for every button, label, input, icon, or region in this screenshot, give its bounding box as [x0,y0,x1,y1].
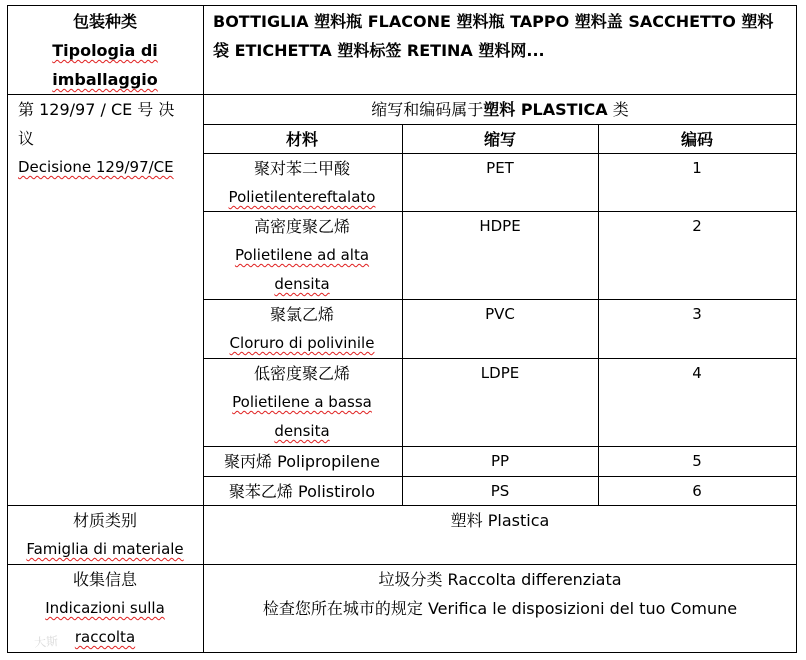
col-header-code: 编码 [680,130,714,149]
code-cell: 4 [692,364,702,382]
packaging-label-it [52,36,158,65]
material-it: densita [274,275,330,293]
collection-label-cn: 收集信息 [72,570,138,589]
family-label-it: Famiglia di materiale [26,540,184,558]
column-divider [598,124,599,505]
column-divider [402,124,403,505]
packaging-label-it-1: Tipologia di [52,41,158,60]
code-cell: 5 [692,452,702,470]
family-label-cn: 材质类别 [72,511,138,530]
material-cn: 聚苯乙烯 Polistirolo [228,482,376,501]
family-value: 塑料 Plastica [450,511,550,530]
code-cell: 2 [692,217,702,235]
material-it: densita [274,422,330,440]
material-it: Polietilene a bassa [232,393,372,411]
code-cell: 3 [692,305,702,323]
abbr-cell: PET [486,159,514,177]
material-it: Polietilene ad alta [234,246,370,264]
packaging-label-it-2: imballaggio [52,70,158,89]
abbr-cell: PVC [485,305,515,323]
material-cn: 聚丙烯 Polipropilene [224,452,380,471]
abbr-cell: HDPE [479,217,521,235]
code-cell: 6 [692,482,702,500]
packaging-types-line2: 袋 ETICHETTA 塑料标签 RETINA 塑料网... [213,41,545,60]
material-it: Cloruro di polivinile [229,334,375,352]
packaging-label-cn: 包装种类 [72,12,138,31]
col-header-abbr: 缩写 [483,130,517,149]
material-cn: 低密度聚乙烯 [253,364,351,383]
abbr-code-caption: 缩写和编码属于塑料 PLASTICA 类 [371,100,629,119]
collection-label-it-2: raccolta [74,628,136,646]
abbr-cell: LDPE [480,364,520,382]
column-divider [203,5,204,653]
collection-label-it: Indicazioni sulla [45,599,165,617]
material-cn: 聚对苯二甲酸 [253,159,351,178]
decision-label-cn: 第 129/97 / CE 号 决 [18,100,175,119]
decision-label-it: Decisione 129/97/CE [18,158,174,176]
material-cn: 高密度聚乙烯 [253,217,351,236]
watermark: 大斯 [33,634,59,650]
decision-label-cn-2: 议 [18,129,35,148]
packaging-types-line1: BOTTIGLIA 塑料瓶 FLACONE 塑料瓶 TAPPO 塑料盖 SACCHETTO 塑料 [213,12,774,31]
abbr-cell: PP [490,452,510,470]
caption-plastica: 塑料 PLASTICA [483,100,608,119]
material-it: Polietilentereftalato [228,188,376,206]
collection-line2: 检查您所在城市的规定 Verifica le disposizioni del tuo Comune [262,599,738,618]
collection-line1: 垃圾分类 Raccolta differenziata [378,570,622,589]
material-cn: 聚氯乙烯 [269,305,335,324]
abbr-cell: PS [490,482,510,500]
code-cell: 1 [692,159,702,177]
col-header-material: 材料 [285,130,319,149]
